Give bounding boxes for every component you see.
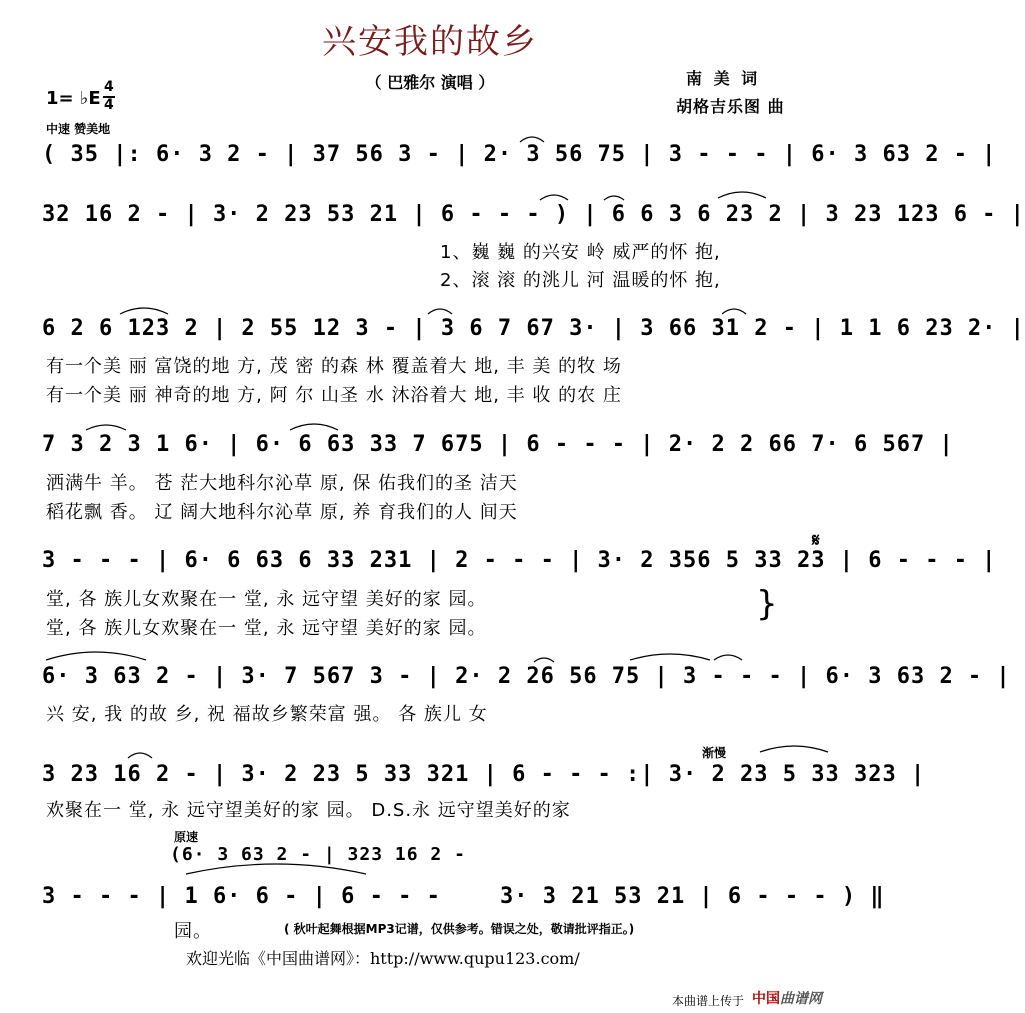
slur-arc [714, 655, 742, 660]
key-signature: 1= ♭E [46, 88, 101, 109]
ritardando-mark: 渐慢 [702, 746, 727, 760]
notation-row-2: 32 16 2 - | 3· 2 23 53 21 | 6 - - - ) | 6 6 3 6 23 2 | 3 23 123 6 - | [42, 202, 1025, 227]
composer: 胡格吉乐图 曲 [676, 97, 785, 116]
notation-row-7: 3 23 16 2 - | 3· 2 23 5 33 321 | 6 - - - :| 3· 2 23 5 33 323 | [42, 762, 926, 787]
slur-arc [86, 425, 126, 430]
slur-arc [186, 864, 366, 874]
slur-arc [128, 753, 152, 758]
slur-arc [760, 746, 828, 752]
verse-brace: } [756, 584, 778, 624]
slur-arc [630, 654, 710, 660]
slur-arc [540, 195, 568, 200]
slur-arc [718, 192, 766, 198]
logo-cn: 中国 [752, 991, 780, 1007]
notation-row-6: 6· 3 63 2 - | 3· 7 567 3 - | 2· 2 26 56 75 | 3 - - - | 6· 3 63 2 - | [42, 664, 1011, 689]
lyrics-row-2-verse-2: 2、滚 滚 的洮儿 河 温暖的怀 抱, [440, 270, 721, 291]
a-tempo-mark: 原速 [174, 830, 199, 844]
site-logo[interactable] [752, 988, 822, 1008]
segno-mark: 𝄋 [812, 530, 820, 551]
website-line[interactable]: 欢迎光临《中国曲谱网》：http://www.qupu123.com/ [186, 949, 580, 968]
logo-qupu: 曲谱网 [780, 991, 822, 1007]
lyrics-row-5-verse-2: 堂, 各 族儿女欢聚在一 堂, 永 远守望 美好的家 园。 [46, 618, 487, 639]
notation-row-8-left: 3 - - - | 1 6· 6 - | 6 - - - [42, 884, 441, 909]
slur-arc [534, 658, 554, 662]
time-signature-bottom: 4 [104, 97, 114, 113]
performer: （ 巴雅尔 演唱 ） [365, 73, 495, 92]
lyrics-row-7: 欢聚在一 堂, 永 远守望美好的家 园。 D.S.永 远守望美好的家 [46, 800, 571, 821]
lyrics-row-2-verse-1: 1、巍 巍 的兴安 岭 威严的怀 抱, [440, 242, 721, 263]
slur-arc [120, 308, 168, 314]
lyrics-row-4-verse-1: 洒满牛 羊。 苍 茫大地科尔沁草 原, 保 佑我们的圣 洁天 [46, 473, 518, 494]
time-signature-top: 4 [104, 79, 114, 95]
notation-row-4: 7 3 2 3 1 6· | 6· 6 63 33 7 675 | 6 - - - | 2· 2 2 66 7· 6 567 | [42, 432, 954, 457]
lyrics-row-5-verse-1: 堂, 各 族儿女欢聚在一 堂, 永 远守望 美好的家 园。 [46, 589, 487, 610]
slur-arc [604, 196, 624, 200]
notation-row-5: 3 - - - | 6· 6 63 6 33 231 | 2 - - - | 3· 2 356 5 33 23 | 6 - - - | [42, 548, 997, 573]
notation-row-8-right: 3· 3 21 53 21 | 6 - - - ) ‖ [500, 884, 885, 909]
slur-arc [428, 309, 452, 314]
lyrics-row-4-verse-2: 稻花飘 香。 辽 阔大地科尔沁草 原, 养 育我们的人 间天 [46, 502, 518, 523]
song-title: 兴安我的故乡 [322, 22, 538, 62]
lyrics-row-3-verse-1: 有一个美 丽 富饶的地 方, 茂 密 的森 林 覆盖着大 地, 丰 美 的牧 场 [46, 356, 622, 377]
notation-row-3: 6 2 6 123 2 | 2 55 12 3 - | 3 6 7 67 3· | 3 66 31 2 - | 1 1 6 23 2· | [42, 316, 1025, 341]
upload-note: 本曲谱上传于 [672, 994, 745, 1008]
lyricist: 南 美 词 [686, 69, 761, 88]
notation-row-8-bracket: (6· 3 63 2 - | 323 16 2 - [170, 844, 466, 865]
notation-row-1: ( 35 |: 6· 3 2 - | 37 56 3 - | 2· 3 56 75 | 3 - - - | 6· 3 63 2 - | [42, 142, 997, 167]
lyrics-row-6: 兴 安, 我 的故 乡, 祝 福故乡繁荣富 强。 各 族儿 女 [46, 704, 488, 725]
lyrics-row-3-verse-2: 有一个美 丽 神奇的地 方, 阿 尔 山圣 水 沐浴着大 地, 丰 收 的农 庄 [46, 385, 622, 406]
slur-arc [722, 309, 746, 314]
lyrics-row-8: 园。 [174, 921, 212, 942]
slur-arc [290, 424, 338, 430]
tempo-marking: 中速 赞美地 [46, 122, 111, 136]
transcription-note: ( 秋叶起舞根据MP3记谱，仅供参考。错误之处，敬请批评指正。) [284, 922, 635, 936]
slur-arc [46, 652, 146, 660]
